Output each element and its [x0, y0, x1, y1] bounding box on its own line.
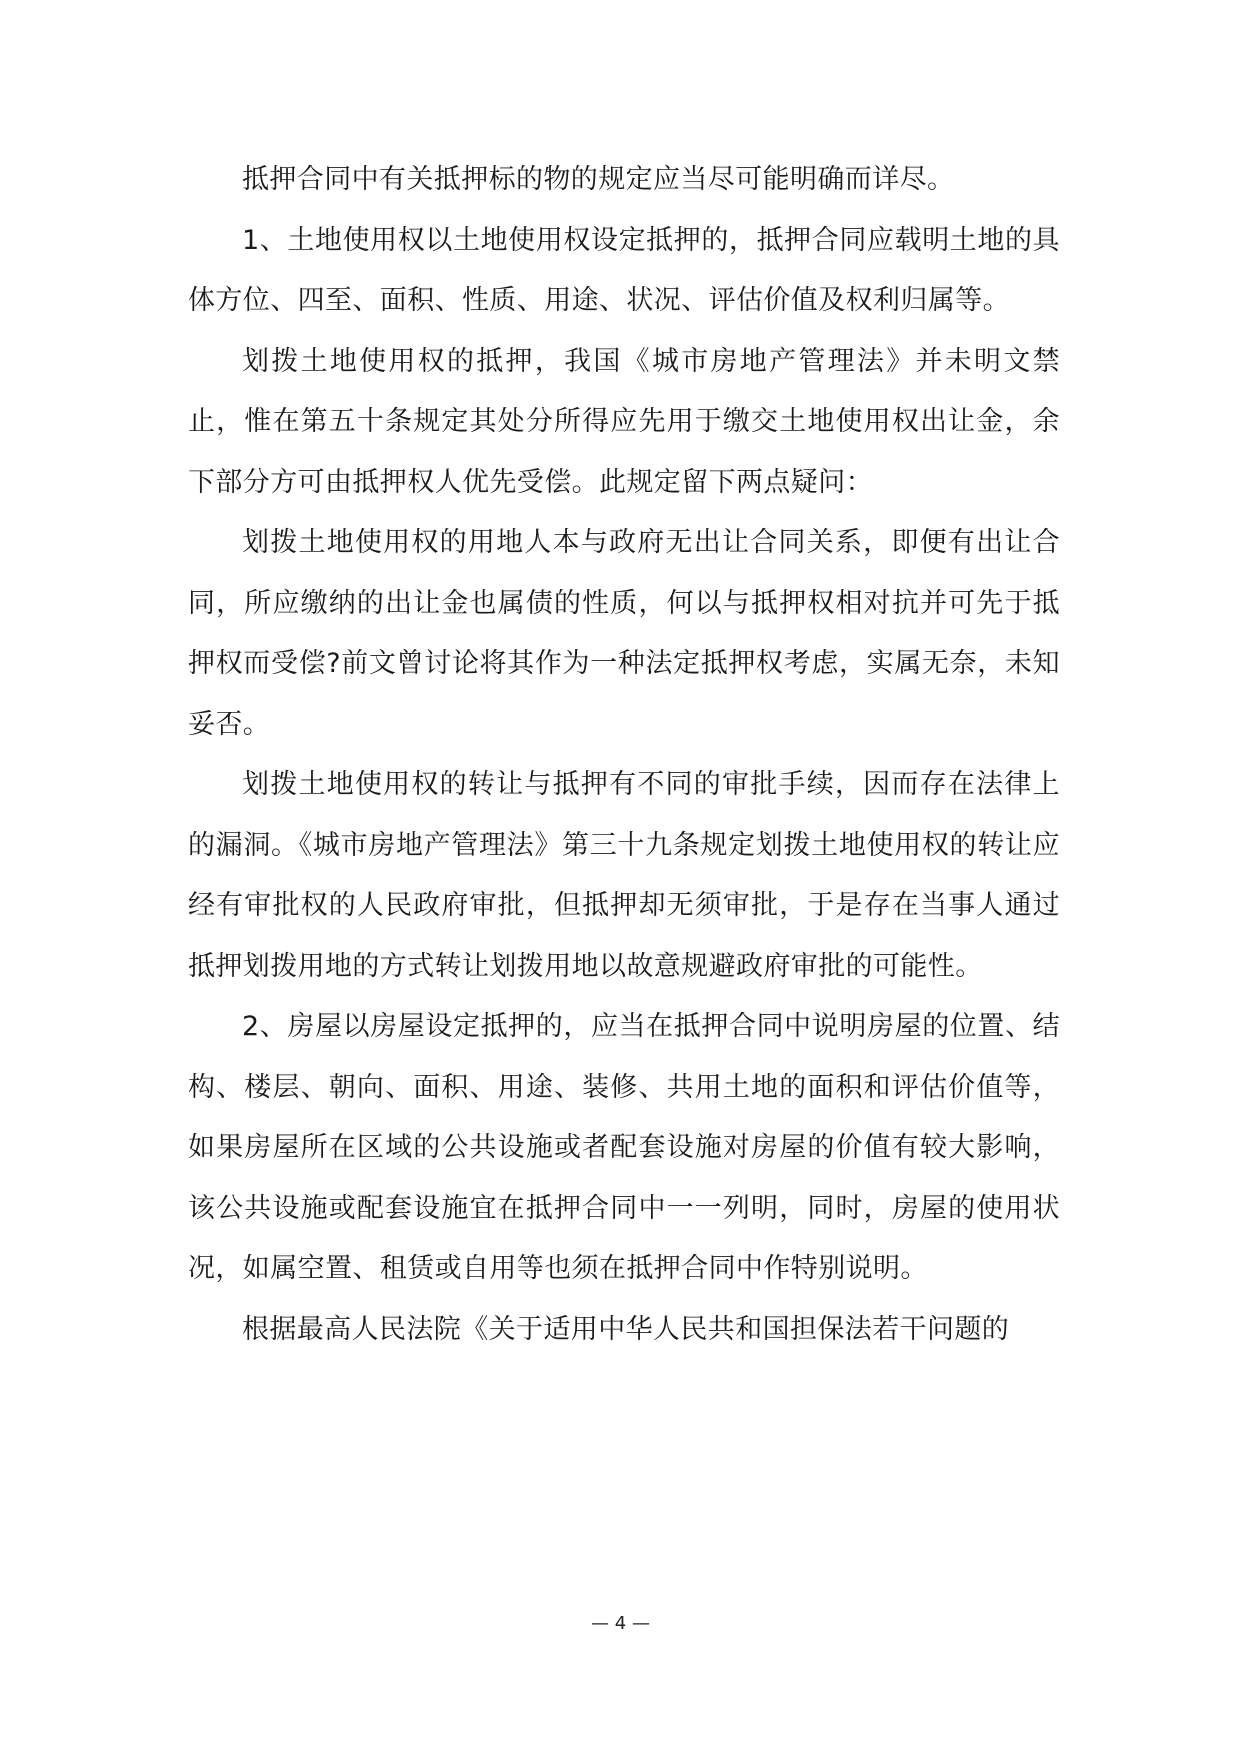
- paragraph-6: 2、房屋以房屋设定抵押的，应当在抵押合同中说明房屋的位置、结构、楼层、朝向、面积、用途、装修、共用土地的面积和评估价值等，如果房屋所在区域的公共设施或者配套设施对房屋的价值有较大影响，该公共设施或配套设施宜在抵押合同中一一列明，同时，房屋的使用状况，如属空置、租赁或自用等也须在抵押合同中作特别说明。: [188, 1011, 1060, 1284]
- body-text: [188, 150, 1060, 1360]
- paragraph-3: 划拨土地使用权的抵押，我国《城市房地产管理法》并未明文禁止，惟在第五十条规定其处分所得应先用于缴交土地使用权出让金，余下部分方可由抵押权人优先受偿。此规定留下两点疑问：: [188, 345, 1060, 498]
- page-number: — 4 —: [591, 1613, 650, 1634]
- paragraph-1: 抵押合同中有关抵押标的物的规定应当尽可能明确而详尽。: [242, 164, 955, 195]
- paragraph-2: 1、土地使用权以土地使用权设定抵押的，抵押合同应载明土地的具体方位、四至、面积、性质、用途、状况、评估价值及权利归属等。: [188, 224, 1060, 316]
- paragraph-5: 划拨土地使用权的转让与抵押有不同的审批手续，因而存在法律上的漏洞。《城市房地产管理法》第三十九条规定划拨土地使用权的转让应经有审批权的人民政府审批，但抵押却无须审批，于是存在当事人通过抵押划拨用地的方式转让划拨用地以故意规避政府审批的可能性。: [188, 769, 1060, 982]
- paragraph-7: 根据最高人民法院《关于适用中华人民共和国担保法若干问题的: [242, 1313, 1010, 1345]
- paragraph-4: 划拨土地使用权的用地人本与政府无出让合同关系，即便有出让合同，所应缴纳的出让金也属债的性质，何以与抵押权相对抗并可先于抵押权而受偿?前文曾讨论将其作为一种法定抵押权考虑，实属无奈，未知妥否。: [188, 527, 1060, 740]
